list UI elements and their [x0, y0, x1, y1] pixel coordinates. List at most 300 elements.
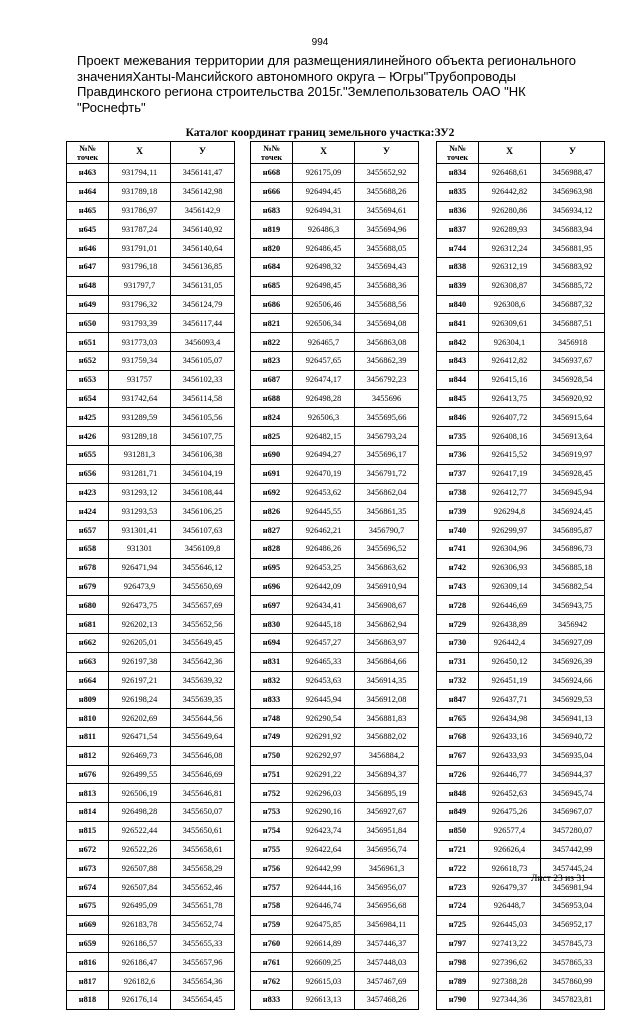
table-row: [251, 671, 419, 690]
table-row: [251, 276, 419, 295]
y-coordinate-cell: 3456924,45: [541, 502, 605, 521]
table-row: [251, 727, 419, 746]
y-coordinate-cell: 3456940,72: [541, 727, 605, 746]
y-coordinate-cell: 3456106,38: [171, 445, 235, 464]
table-row: [437, 257, 605, 276]
x-coordinate-cell: 926308,6: [479, 295, 541, 314]
table-row: [67, 220, 235, 239]
point-number-cell: н732: [437, 671, 479, 690]
point-number-cell: н731: [437, 652, 479, 671]
table-row: [437, 709, 605, 728]
table-row: [67, 333, 235, 352]
x-coordinate-cell: 927344,36: [479, 991, 541, 1010]
table-row: [251, 408, 419, 427]
point-number-cell: н736: [437, 445, 479, 464]
point-number-cell: н730: [437, 633, 479, 652]
x-coordinate-cell: 926453,62: [293, 483, 355, 502]
y-coordinate-cell: 3456918: [541, 333, 605, 352]
x-coordinate-cell: 926304,96: [479, 539, 541, 558]
y-coordinate-cell: 3456882,54: [541, 577, 605, 596]
y-coordinate-cell: 3455688,36: [355, 276, 419, 295]
table-row: [251, 746, 419, 765]
y-header: У: [355, 142, 419, 164]
point-number-cell: н725: [437, 915, 479, 934]
y-coordinate-cell: 3455655,33: [171, 934, 235, 953]
x-coordinate-cell: 931293,53: [109, 502, 171, 521]
x-coordinate-cell: 926202,13: [109, 615, 171, 634]
point-number-cell: н811: [67, 727, 109, 746]
point-number-cell: н740: [437, 521, 479, 540]
x-coordinate-cell: 931759,34: [109, 351, 171, 370]
table-row: [251, 502, 419, 521]
x-coordinate-cell: 926462,21: [293, 521, 355, 540]
x-coordinate-cell: 926626,4: [479, 840, 541, 859]
x-coordinate-cell: 926290,54: [293, 709, 355, 728]
point-number-cell: н832: [251, 671, 293, 690]
x-coordinate-cell: 931793,39: [109, 314, 171, 333]
y-coordinate-cell: 3456136,85: [171, 257, 235, 276]
point-number-cell: н686: [251, 295, 293, 314]
point-number-cell: н662: [67, 633, 109, 652]
x-coordinate-cell: 926444,16: [293, 878, 355, 897]
header-num-line1: №№: [79, 143, 96, 153]
x-coordinate-cell: 926474,17: [293, 370, 355, 389]
table-row: [437, 483, 605, 502]
point-number-cell: н425: [67, 408, 109, 427]
y-coordinate-cell: 3456884,2: [355, 746, 419, 765]
y-coordinate-cell: 3455694,96: [355, 220, 419, 239]
table-row: [67, 464, 235, 483]
point-number-cell: н676: [67, 765, 109, 784]
y-coordinate-cell: 3455649,45: [171, 633, 235, 652]
y-coordinate-cell: 3457823,81: [541, 991, 605, 1010]
table-row: [67, 539, 235, 558]
point-number-cell: н657: [67, 521, 109, 540]
table-row: [437, 521, 605, 540]
x-coordinate-cell: 926407,72: [479, 408, 541, 427]
table-row: [67, 257, 235, 276]
y-coordinate-cell: 3456102,33: [171, 370, 235, 389]
point-number-cell: н845: [437, 389, 479, 408]
table-row: [437, 220, 605, 239]
point-number-cell: н674: [67, 878, 109, 897]
point-number-cell: н675: [67, 897, 109, 916]
table-row: [67, 483, 235, 502]
y-coordinate-cell: 3456943,75: [541, 596, 605, 615]
x-coordinate-cell: 926294,8: [479, 502, 541, 521]
table-row: [437, 652, 605, 671]
y-coordinate-cell: 3456926,39: [541, 652, 605, 671]
table-row: [67, 389, 235, 408]
table-row: [437, 427, 605, 446]
y-coordinate-cell: 3456105,56: [171, 408, 235, 427]
x-coordinate-cell: 926479,37: [479, 878, 541, 897]
point-number-cell: н656: [67, 464, 109, 483]
table-row: [251, 201, 419, 220]
point-number-cell: н830: [251, 615, 293, 634]
x-coordinate-cell: 926291,92: [293, 727, 355, 746]
y-coordinate-cell: 3456114,58: [171, 389, 235, 408]
table-row: [251, 464, 419, 483]
catalog-title: Каталог координат границ земельного участка:ЗУ2: [185, 127, 455, 139]
point-number-cell: н767: [437, 746, 479, 765]
y-coordinate-cell: 3456863,08: [355, 333, 419, 352]
point-number-cell: н658: [67, 539, 109, 558]
point-number-cell: н798: [437, 953, 479, 972]
x-coordinate-cell: 926413,75: [479, 389, 541, 408]
point-number-cell: н837: [437, 220, 479, 239]
x-coordinate-cell: 926415,52: [479, 445, 541, 464]
point-number-cell: н423: [67, 483, 109, 502]
table-row: [67, 915, 235, 934]
header-num-line2: точек: [446, 152, 469, 162]
point-number-cell: н696: [251, 577, 293, 596]
table-row: [251, 784, 419, 803]
x-coordinate-cell: 926309,14: [479, 577, 541, 596]
x-coordinate-cell: 931289,18: [109, 427, 171, 446]
y-coordinate-cell: 3456945,74: [541, 784, 605, 803]
table-row: [67, 314, 235, 333]
table-row: [67, 502, 235, 521]
y-coordinate-cell: 3455696,52: [355, 539, 419, 558]
y-coordinate-cell: 3456881,83: [355, 709, 419, 728]
y-coordinate-cell: 3456790,7: [355, 521, 419, 540]
table-row: [437, 389, 605, 408]
point-number-cell: н737: [437, 464, 479, 483]
x-coordinate-cell: 931773,03: [109, 333, 171, 352]
x-coordinate-cell: 926494,45: [293, 182, 355, 201]
point-number-cell: н827: [251, 521, 293, 540]
point-number-cell: н847: [437, 690, 479, 709]
y-coordinate-cell: 3456093,4: [171, 333, 235, 352]
point-number-cell: н426: [67, 427, 109, 446]
table-row: [67, 633, 235, 652]
x-coordinate-cell: 931789,18: [109, 182, 171, 201]
point-number-cell: н749: [251, 727, 293, 746]
y-coordinate-cell: 3456107,63: [171, 521, 235, 540]
point-number-cell: н757: [251, 878, 293, 897]
table-row: [437, 182, 605, 201]
point-number-cell: н760: [251, 934, 293, 953]
point-number-cell: н659: [67, 934, 109, 953]
x-coordinate-cell: 926445,18: [293, 615, 355, 634]
x-coordinate-cell: 931289,59: [109, 408, 171, 427]
y-coordinate-cell: 3455654,45: [171, 991, 235, 1010]
y-coordinate-cell: 3455639,32: [171, 671, 235, 690]
x-coordinate-cell: 926498,45: [293, 276, 355, 295]
y-coordinate-cell: 3455652,56: [171, 615, 235, 634]
y-coordinate-cell: 3455657,96: [171, 953, 235, 972]
y-coordinate-cell: 3457280,07: [541, 821, 605, 840]
point-number-cell: н729: [437, 615, 479, 634]
point-number-cell: н683: [251, 201, 293, 220]
y-coordinate-cell: 3456140,92: [171, 220, 235, 239]
y-coordinate-cell: 3456887,51: [541, 314, 605, 333]
point-number-cell: н742: [437, 558, 479, 577]
y-coordinate-cell: 3456885,72: [541, 276, 605, 295]
point-number-cell: н758: [251, 897, 293, 916]
table-row: [251, 615, 419, 634]
table-row: [437, 276, 605, 295]
table-row: [251, 539, 419, 558]
x-coordinate-cell: 931757: [109, 370, 171, 389]
point-number-cell: н754: [251, 821, 293, 840]
y-coordinate-cell: 3457468,26: [355, 991, 419, 1010]
x-coordinate-cell: 926451,19: [479, 671, 541, 690]
x-coordinate-cell: 926507,84: [109, 878, 171, 897]
x-coordinate-cell: 931796,18: [109, 257, 171, 276]
table-row: [67, 295, 235, 314]
table-row: [437, 897, 605, 916]
point-number-cell: н839: [437, 276, 479, 295]
x-coordinate-cell: 926176,14: [109, 991, 171, 1010]
y-coordinate-cell: 3456793,24: [355, 427, 419, 446]
y-coordinate-cell: 3456944,37: [541, 765, 605, 784]
y-coordinate-cell: 3456109,8: [171, 539, 235, 558]
table-row: [437, 239, 605, 258]
x-coordinate-cell: 926412,82: [479, 351, 541, 370]
y-coordinate-cell: 3456913,64: [541, 427, 605, 446]
x-coordinate-cell: 927388,28: [479, 972, 541, 991]
table-row: [437, 915, 605, 934]
point-number-cell: н833: [251, 690, 293, 709]
table-row: [251, 596, 419, 615]
x-coordinate-cell: 926438,89: [479, 615, 541, 634]
y-coordinate-cell: 3457845,73: [541, 934, 605, 953]
table-row: [67, 671, 235, 690]
x-coordinate-cell: 926445,55: [293, 502, 355, 521]
point-number-cell: н464: [67, 182, 109, 201]
table-row: [437, 577, 605, 596]
table-row: [437, 972, 605, 991]
x-coordinate-cell: 926494,27: [293, 445, 355, 464]
table-row: [251, 164, 419, 183]
table-row: [251, 445, 419, 464]
x-coordinate-cell: 926615,03: [293, 972, 355, 991]
x-coordinate-cell: 926469,73: [109, 746, 171, 765]
y-coordinate-cell: 3457445,24: [541, 859, 605, 878]
x-coordinate-cell: 926309,61: [479, 314, 541, 333]
x-coordinate-cell: 926304,1: [479, 333, 541, 352]
x-coordinate-cell: 926475,85: [293, 915, 355, 934]
table-row: [67, 521, 235, 540]
point-number-cell: н819: [251, 220, 293, 239]
x-coordinate-cell: 926289,93: [479, 220, 541, 239]
header-num-line2: точек: [76, 152, 99, 162]
y-coordinate-cell: 3456956,74: [355, 840, 419, 859]
point-number-cell: н831: [251, 652, 293, 671]
table-row: [437, 633, 605, 652]
x-coordinate-cell: 926197,21: [109, 671, 171, 690]
table-row: [437, 333, 605, 352]
point-number-cell: н761: [251, 953, 293, 972]
x-coordinate-cell: 926446,77: [479, 765, 541, 784]
x-coordinate-cell: 926506,34: [293, 314, 355, 333]
y-coordinate-cell: 3455646,81: [171, 784, 235, 803]
x-coordinate-cell: 926442,09: [293, 577, 355, 596]
y-coordinate-cell: 3456951,84: [355, 821, 419, 840]
point-number-cell: н663: [67, 652, 109, 671]
point-number-cell: н750: [251, 746, 293, 765]
point-number-cell: н697: [251, 596, 293, 615]
table-row: [251, 239, 419, 258]
y-coordinate-cell: 3455652,92: [355, 164, 419, 183]
y-coordinate-cell: 3455649,64: [171, 727, 235, 746]
y-coordinate-cell: 3456106,25: [171, 502, 235, 521]
x-coordinate-cell: 927396,62: [479, 953, 541, 972]
y-coordinate-cell: 3456887,32: [541, 295, 605, 314]
y-coordinate-cell: 3455642,36: [171, 652, 235, 671]
table-row: [437, 596, 605, 615]
table-row: [251, 427, 419, 446]
table-row: [67, 164, 235, 183]
x-coordinate-cell: 926292,97: [293, 746, 355, 765]
table-row: [437, 840, 605, 859]
x-coordinate-cell: 926442,82: [479, 182, 541, 201]
table-row: [251, 333, 419, 352]
x-coordinate-cell: 926433,93: [479, 746, 541, 765]
point-number-cell: н645: [67, 220, 109, 239]
y-coordinate-cell: 3456142,9: [171, 201, 235, 220]
table-row: [67, 427, 235, 446]
point-number-cell: н849: [437, 803, 479, 822]
y-coordinate-cell: 3456894,37: [355, 765, 419, 784]
table-row: [251, 220, 419, 239]
table-row: [251, 295, 419, 314]
y-coordinate-cell: 3456919,97: [541, 445, 605, 464]
x-coordinate-cell: 926415,16: [479, 370, 541, 389]
y-coordinate-cell: 3456882,02: [355, 727, 419, 746]
point-number-cell: н722: [437, 859, 479, 878]
point-number-cell: н724: [437, 897, 479, 916]
table-row: [251, 370, 419, 389]
table-row: [437, 445, 605, 464]
y-coordinate-cell: 3456945,94: [541, 483, 605, 502]
x-coordinate-cell: 931794,11: [109, 164, 171, 183]
y-coordinate-cell: 3455652,46: [171, 878, 235, 897]
x-coordinate-cell: 926412,77: [479, 483, 541, 502]
y-coordinate-cell: 3457467,69: [355, 972, 419, 991]
table-row: [67, 558, 235, 577]
point-number-cell: н768: [437, 727, 479, 746]
y-coordinate-cell: 3456791,72: [355, 464, 419, 483]
point-number-cell: н818: [67, 991, 109, 1010]
point-number-cell: н664: [67, 671, 109, 690]
header-num-line1: №№: [449, 143, 466, 153]
point-number-cell: н840: [437, 295, 479, 314]
point-number-cell: н735: [437, 427, 479, 446]
x-coordinate-cell: 931281,3: [109, 445, 171, 464]
x-coordinate-cell: 926506,46: [293, 295, 355, 314]
point-number-cell: н465: [67, 201, 109, 220]
point-number-cell: н646: [67, 239, 109, 258]
x-coordinate-cell: 926609,25: [293, 953, 355, 972]
x-coordinate-cell: 926614,89: [293, 934, 355, 953]
table-row: [67, 596, 235, 615]
point-number-cell: н842: [437, 333, 479, 352]
table-row: [67, 370, 235, 389]
point-number-cell: н817: [67, 972, 109, 991]
point-number-cell: н650: [67, 314, 109, 333]
y-coordinate-cell: 3456864,66: [355, 652, 419, 671]
y-coordinate-cell: 3456142,98: [171, 182, 235, 201]
x-coordinate-cell: 926423,74: [293, 821, 355, 840]
table-row: [251, 803, 419, 822]
y-coordinate-cell: 3455658,29: [171, 859, 235, 878]
table-row: [437, 370, 605, 389]
point-number-cell: н651: [67, 333, 109, 352]
table-row: [437, 821, 605, 840]
x-coordinate-cell: 926417,19: [479, 464, 541, 483]
x-coordinate-cell: 926506,19: [109, 784, 171, 803]
point-number-cell: н743: [437, 577, 479, 596]
title-line: Правдинского региона строительства 2015г."Землепользователь ОАО "НК: [77, 84, 526, 99]
y-coordinate-cell: 3457865,33: [541, 953, 605, 972]
point-number-cell: н647: [67, 257, 109, 276]
point-number-cell: н654: [67, 389, 109, 408]
point-number-cell: н850: [437, 821, 479, 840]
point-number-cell: н824: [251, 408, 293, 427]
point-number-cell: н848: [437, 784, 479, 803]
point-number-cell: н846: [437, 408, 479, 427]
table-row: [251, 577, 419, 596]
point-number-cell: н826: [251, 502, 293, 521]
y-coordinate-cell: 3456929,53: [541, 690, 605, 709]
point-number-cell: н648: [67, 276, 109, 295]
point-number-cell: н836: [437, 201, 479, 220]
table-row: [437, 408, 605, 427]
point-number-cell: н684: [251, 257, 293, 276]
y-coordinate-cell: 3455696: [355, 389, 419, 408]
table-row: [251, 483, 419, 502]
y-coordinate-cell: 3455696,17: [355, 445, 419, 464]
table-row: [251, 915, 419, 934]
point-number-cell: н721: [437, 840, 479, 859]
point-number-cell: н822: [251, 333, 293, 352]
x-coordinate-cell: 926471,54: [109, 727, 171, 746]
x-coordinate-cell: 926498,28: [109, 803, 171, 822]
table-row: [437, 201, 605, 220]
x-coordinate-cell: 926308,87: [479, 276, 541, 295]
y-coordinate-cell: 3456961,3: [355, 859, 419, 878]
x-coordinate-cell: 926446,74: [293, 897, 355, 916]
point-number-cell: н828: [251, 539, 293, 558]
x-coordinate-cell: 926306,93: [479, 558, 541, 577]
x-coordinate-cell: 926186,57: [109, 934, 171, 953]
table-row: [67, 821, 235, 840]
y-coordinate-cell: 3456920,92: [541, 389, 605, 408]
table-row: [251, 878, 419, 897]
y-coordinate-cell: 3456956,07: [355, 878, 419, 897]
point-number-cell: н691: [251, 464, 293, 483]
x-coordinate-cell: 926577,4: [479, 821, 541, 840]
x-coordinate-cell: 926183,78: [109, 915, 171, 934]
y-coordinate-cell: 3456915,64: [541, 408, 605, 427]
point-number-cell: н841: [437, 314, 479, 333]
table-row: [437, 765, 605, 784]
point-number-cell: н668: [251, 164, 293, 183]
point-number-cell: н695: [251, 558, 293, 577]
y-coordinate-cell: 3455695,66: [355, 408, 419, 427]
table-row: [251, 821, 419, 840]
x-coordinate-cell: 926522,26: [109, 840, 171, 859]
table-row: [251, 652, 419, 671]
y-coordinate-cell: 3456952,17: [541, 915, 605, 934]
point-number-cell: н694: [251, 633, 293, 652]
title-line: значенияХанты-Мансийского автономного округа – Югры"Трубопроводы: [77, 68, 516, 84]
x-coordinate-cell: 926457,27: [293, 633, 355, 652]
table-row: [67, 615, 235, 634]
